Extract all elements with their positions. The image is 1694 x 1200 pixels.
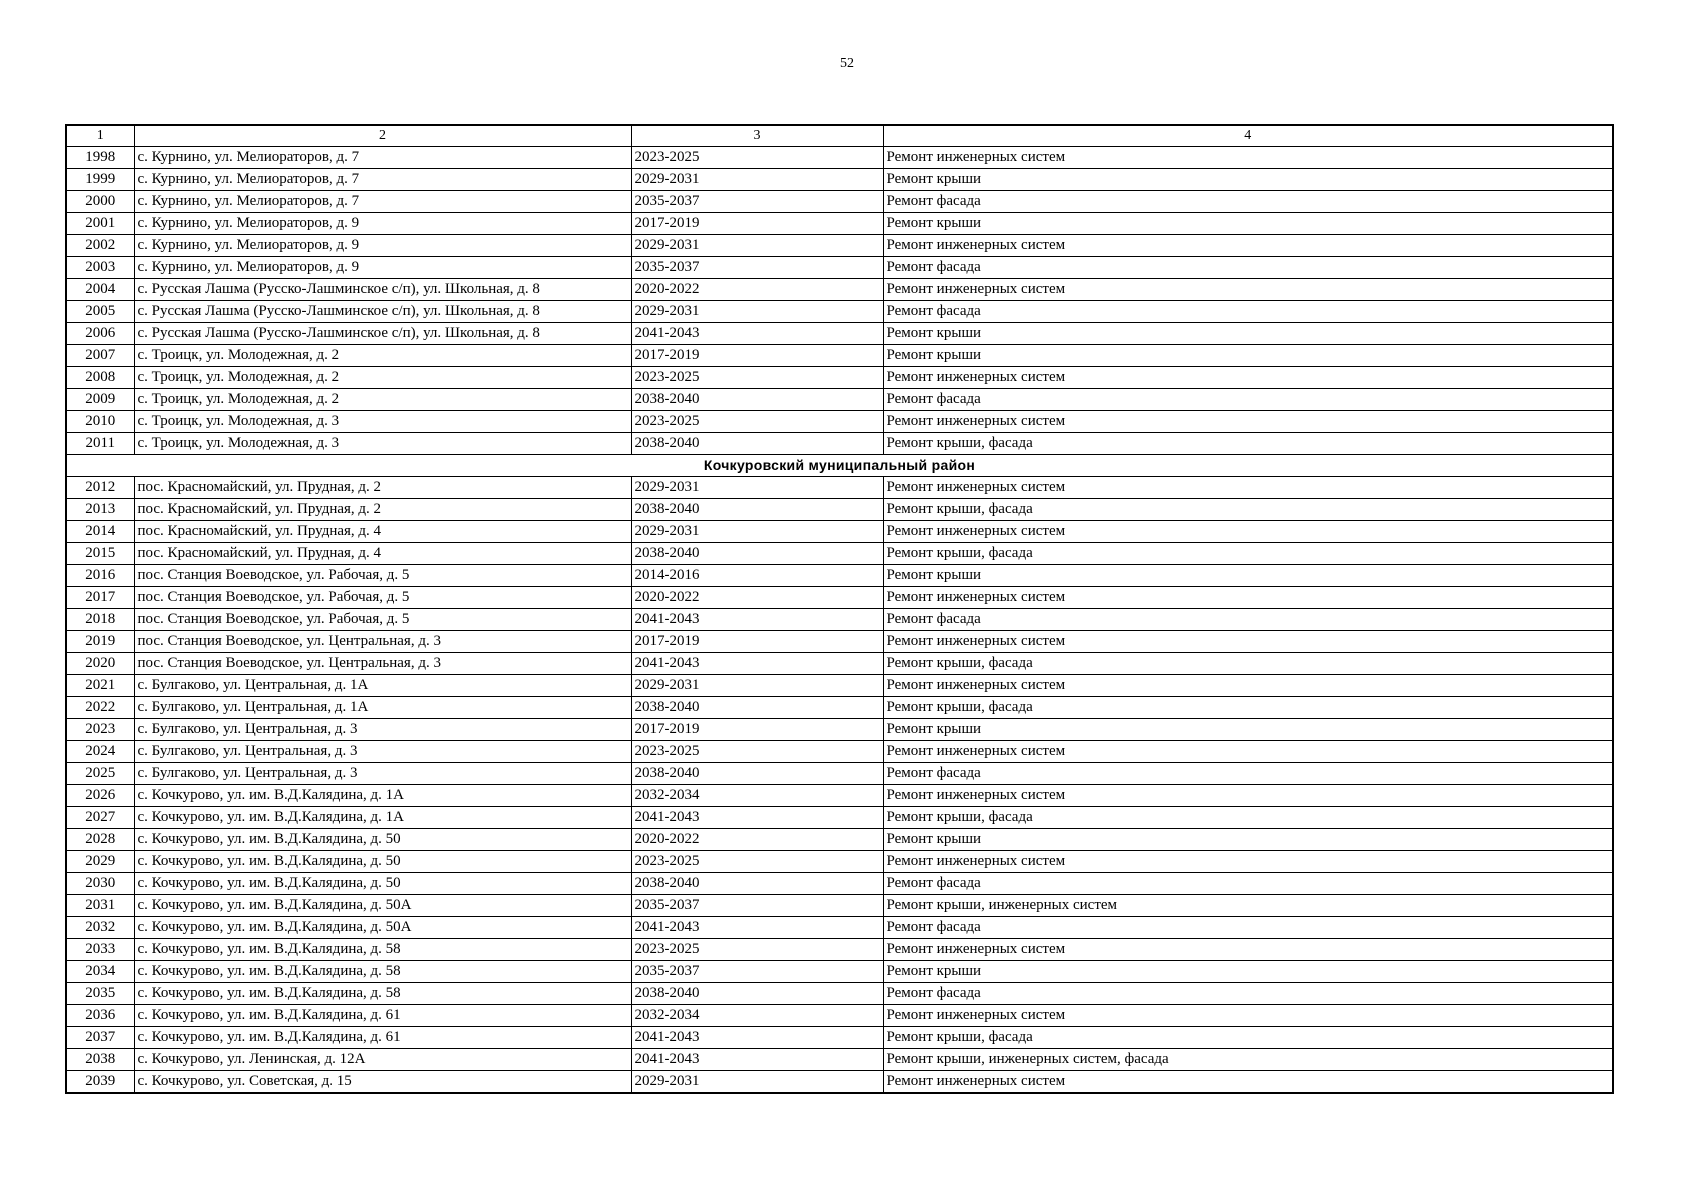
row-address: с. Булгаково, ул. Центральная, д. 3 bbox=[134, 763, 631, 785]
row-period: 2032-2034 bbox=[631, 785, 883, 807]
row-number: 2039 bbox=[66, 1071, 134, 1094]
table-row bbox=[66, 521, 1613, 543]
row-number: 2023 bbox=[66, 719, 134, 741]
row-work-type: Ремонт крыши bbox=[883, 565, 1613, 587]
row-work-type: Ремонт инженерных систем bbox=[883, 477, 1613, 499]
table-row bbox=[66, 587, 1613, 609]
row-period: 2035-2037 bbox=[631, 257, 883, 279]
row-address: с. Курнино, ул. Мелиораторов, д. 7 bbox=[134, 147, 631, 169]
table-row bbox=[66, 235, 1613, 257]
table-row bbox=[66, 1049, 1613, 1071]
table-row bbox=[66, 851, 1613, 873]
row-address: с. Курнино, ул. Мелиораторов, д. 9 bbox=[134, 213, 631, 235]
row-number: 2005 bbox=[66, 301, 134, 323]
row-number: 2031 bbox=[66, 895, 134, 917]
row-address: с. Кочкурово, ул. им. В.Д.Калядина, д. 50 bbox=[134, 873, 631, 895]
row-period: 2038-2040 bbox=[631, 499, 883, 521]
row-number: 2028 bbox=[66, 829, 134, 851]
row-period: 2029-2031 bbox=[631, 675, 883, 697]
row-number: 2025 bbox=[66, 763, 134, 785]
row-address: с. Булгаково, ул. Центральная, д. 1А bbox=[134, 675, 631, 697]
table-row bbox=[66, 345, 1613, 367]
table-row bbox=[66, 147, 1613, 169]
table-header-row bbox=[66, 125, 1613, 147]
table-row bbox=[66, 565, 1613, 587]
table-row bbox=[66, 433, 1613, 455]
row-period: 2038-2040 bbox=[631, 763, 883, 785]
row-address: с. Троицк, ул. Молодежная, д. 3 bbox=[134, 433, 631, 455]
row-work-type: Ремонт фасада bbox=[883, 763, 1613, 785]
header-col-2: 2 bbox=[134, 125, 631, 147]
row-period: 2017-2019 bbox=[631, 719, 883, 741]
row-work-type: Ремонт инженерных систем bbox=[883, 235, 1613, 257]
row-address: с. Русская Лашма (Русско-Лашминское с/п), ул. Школьная, д. 8 bbox=[134, 323, 631, 345]
row-period: 2017-2019 bbox=[631, 213, 883, 235]
row-work-type: Ремонт крыши bbox=[883, 323, 1613, 345]
row-address: с. Курнино, ул. Мелиораторов, д. 9 bbox=[134, 235, 631, 257]
row-period: 2041-2043 bbox=[631, 1049, 883, 1071]
row-number: 2024 bbox=[66, 741, 134, 763]
row-work-type: Ремонт крыши bbox=[883, 345, 1613, 367]
table-row bbox=[66, 191, 1613, 213]
row-number: 2008 bbox=[66, 367, 134, 389]
row-period: 2020-2022 bbox=[631, 587, 883, 609]
row-period: 2038-2040 bbox=[631, 543, 883, 565]
header-col-3: 3 bbox=[631, 125, 883, 147]
row-work-type: Ремонт крыши, фасада bbox=[883, 543, 1613, 565]
row-period: 2017-2019 bbox=[631, 631, 883, 653]
row-address: пос. Красномайский, ул. Прудная, д. 4 bbox=[134, 543, 631, 565]
row-number: 2021 bbox=[66, 675, 134, 697]
row-period: 2038-2040 bbox=[631, 873, 883, 895]
table-row bbox=[66, 411, 1613, 433]
row-period: 2041-2043 bbox=[631, 323, 883, 345]
row-number: 2010 bbox=[66, 411, 134, 433]
row-work-type: Ремонт инженерных систем bbox=[883, 939, 1613, 961]
row-address: с. Русская Лашма (Русско-Лашминское с/п), ул. Школьная, д. 8 bbox=[134, 301, 631, 323]
table-row bbox=[66, 763, 1613, 785]
row-period: 2029-2031 bbox=[631, 169, 883, 191]
row-work-type: Ремонт крыши, фасада bbox=[883, 1027, 1613, 1049]
row-work-type: Ремонт инженерных систем bbox=[883, 279, 1613, 301]
row-period: 2038-2040 bbox=[631, 433, 883, 455]
table-row bbox=[66, 829, 1613, 851]
row-period: 2023-2025 bbox=[631, 367, 883, 389]
row-address: с. Курнино, ул. Мелиораторов, д. 7 bbox=[134, 169, 631, 191]
row-work-type: Ремонт крыши, фасада bbox=[883, 653, 1613, 675]
row-address: пос. Красномайский, ул. Прудная, д. 4 bbox=[134, 521, 631, 543]
row-work-type: Ремонт крыши bbox=[883, 829, 1613, 851]
row-work-type: Ремонт фасада bbox=[883, 301, 1613, 323]
row-address: с. Курнино, ул. Мелиораторов, д. 7 bbox=[134, 191, 631, 213]
row-number: 2038 bbox=[66, 1049, 134, 1071]
row-number: 2035 bbox=[66, 983, 134, 1005]
row-address: с. Кочкурово, ул. им. В.Д.Калядина, д. 50А bbox=[134, 895, 631, 917]
row-period: 2041-2043 bbox=[631, 917, 883, 939]
row-period: 2017-2019 bbox=[631, 345, 883, 367]
table-row bbox=[66, 609, 1613, 631]
row-address: с. Троицк, ул. Молодежная, д. 2 bbox=[134, 345, 631, 367]
row-address: с. Кочкурово, ул. им. В.Д.Калядина, д. 58 bbox=[134, 939, 631, 961]
row-number: 2015 bbox=[66, 543, 134, 565]
row-period: 2032-2034 bbox=[631, 1005, 883, 1027]
row-work-type: Ремонт фасада bbox=[883, 257, 1613, 279]
row-work-type: Ремонт инженерных систем bbox=[883, 521, 1613, 543]
row-period: 2023-2025 bbox=[631, 851, 883, 873]
row-address: пос. Станция Воеводское, ул. Центральная, д. 3 bbox=[134, 653, 631, 675]
row-number: 2019 bbox=[66, 631, 134, 653]
row-work-type: Ремонт инженерных систем bbox=[883, 631, 1613, 653]
row-address: пос. Станция Воеводское, ул. Рабочая, д. 5 bbox=[134, 565, 631, 587]
table-row bbox=[66, 367, 1613, 389]
row-work-type: Ремонт крыши, фасада bbox=[883, 499, 1613, 521]
row-work-type: Ремонт крыши, фасада bbox=[883, 807, 1613, 829]
repair-schedule-table bbox=[65, 124, 1614, 1094]
row-period: 2041-2043 bbox=[631, 807, 883, 829]
row-address: с. Кочкурово, ул. им. В.Д.Калядина, д. 58 bbox=[134, 983, 631, 1005]
row-number: 2022 bbox=[66, 697, 134, 719]
row-address: с. Кочкурово, ул. им. В.Д.Калядина, д. 58 bbox=[134, 961, 631, 983]
table-row bbox=[66, 697, 1613, 719]
row-address: с. Кочкурово, ул. им. В.Д.Калядина, д. 50 bbox=[134, 829, 631, 851]
row-work-type: Ремонт инженерных систем bbox=[883, 741, 1613, 763]
row-number: 2029 bbox=[66, 851, 134, 873]
header-col-4: 4 bbox=[883, 125, 1613, 147]
row-number: 2007 bbox=[66, 345, 134, 367]
row-number: 2001 bbox=[66, 213, 134, 235]
row-work-type: Ремонт крыши bbox=[883, 213, 1613, 235]
row-number: 1998 bbox=[66, 147, 134, 169]
table-row bbox=[66, 741, 1613, 763]
row-work-type: Ремонт инженерных систем bbox=[883, 1005, 1613, 1027]
row-number: 2033 bbox=[66, 939, 134, 961]
row-number: 2027 bbox=[66, 807, 134, 829]
row-period: 2038-2040 bbox=[631, 697, 883, 719]
row-address: с. Троицк, ул. Молодежная, д. 3 bbox=[134, 411, 631, 433]
row-work-type: Ремонт инженерных систем bbox=[883, 785, 1613, 807]
row-period: 2041-2043 bbox=[631, 1027, 883, 1049]
row-address: с. Кочкурово, ул. Ленинская, д. 12А bbox=[134, 1049, 631, 1071]
row-number: 2034 bbox=[66, 961, 134, 983]
table-body bbox=[66, 125, 1613, 1093]
row-work-type: Ремонт инженерных систем bbox=[883, 675, 1613, 697]
row-address: с. Кочкурово, ул. Советская, д. 15 bbox=[134, 1071, 631, 1094]
row-work-type: Ремонт фасада bbox=[883, 917, 1613, 939]
table-row bbox=[66, 785, 1613, 807]
row-number: 2006 bbox=[66, 323, 134, 345]
table-row bbox=[66, 257, 1613, 279]
row-address: с. Булгаково, ул. Центральная, д. 3 bbox=[134, 741, 631, 763]
table-row bbox=[66, 807, 1613, 829]
row-address: с. Троицк, ул. Молодежная, д. 2 bbox=[134, 389, 631, 411]
row-period: 2020-2022 bbox=[631, 829, 883, 851]
row-number: 2037 bbox=[66, 1027, 134, 1049]
row-work-type: Ремонт инженерных систем bbox=[883, 147, 1613, 169]
row-work-type: Ремонт фасада bbox=[883, 389, 1613, 411]
row-period: 2035-2037 bbox=[631, 895, 883, 917]
table-row bbox=[66, 631, 1613, 653]
row-period: 2023-2025 bbox=[631, 741, 883, 763]
row-period: 2035-2037 bbox=[631, 191, 883, 213]
row-number: 2016 bbox=[66, 565, 134, 587]
row-period: 2014-2016 bbox=[631, 565, 883, 587]
row-number: 2011 bbox=[66, 433, 134, 455]
table-row bbox=[66, 653, 1613, 675]
table-row bbox=[66, 961, 1613, 983]
row-number: 2020 bbox=[66, 653, 134, 675]
row-number: 2012 bbox=[66, 477, 134, 499]
row-work-type: Ремонт фасада bbox=[883, 609, 1613, 631]
section-title: Кочкуровский муниципальный район bbox=[66, 455, 1613, 477]
table-row bbox=[66, 323, 1613, 345]
table-row bbox=[66, 477, 1613, 499]
table-row bbox=[66, 301, 1613, 323]
row-work-type: Ремонт крыши, инженерных систем bbox=[883, 895, 1613, 917]
row-address: пос. Красномайский, ул. Прудная, д. 2 bbox=[134, 477, 631, 499]
row-number: 2004 bbox=[66, 279, 134, 301]
row-number: 2036 bbox=[66, 1005, 134, 1027]
row-work-type: Ремонт крыши, фасада bbox=[883, 697, 1613, 719]
table-row bbox=[66, 917, 1613, 939]
row-number: 2014 bbox=[66, 521, 134, 543]
table-row bbox=[66, 983, 1613, 1005]
table-row bbox=[66, 1005, 1613, 1027]
table-row bbox=[66, 939, 1613, 961]
row-number: 2026 bbox=[66, 785, 134, 807]
row-number: 2009 bbox=[66, 389, 134, 411]
row-number: 1999 bbox=[66, 169, 134, 191]
row-work-type: Ремонт крыши, инженерных систем, фасада bbox=[883, 1049, 1613, 1071]
table-row bbox=[66, 279, 1613, 301]
row-period: 2020-2022 bbox=[631, 279, 883, 301]
table-row bbox=[66, 895, 1613, 917]
row-work-type: Ремонт крыши, фасада bbox=[883, 433, 1613, 455]
row-work-type: Ремонт фасада bbox=[883, 191, 1613, 213]
row-address: с. Троицк, ул. Молодежная, д. 2 bbox=[134, 367, 631, 389]
row-work-type: Ремонт фасада bbox=[883, 983, 1613, 1005]
table-row bbox=[66, 389, 1613, 411]
row-address: пос. Станция Воеводское, ул. Центральная, д. 3 bbox=[134, 631, 631, 653]
row-period: 2029-2031 bbox=[631, 235, 883, 257]
table-row bbox=[66, 675, 1613, 697]
row-number: 2032 bbox=[66, 917, 134, 939]
row-address: с. Кочкурово, ул. им. В.Д.Калядина, д. 61 bbox=[134, 1027, 631, 1049]
row-work-type: Ремонт крыши bbox=[883, 719, 1613, 741]
row-work-type: Ремонт инженерных систем bbox=[883, 851, 1613, 873]
row-period: 2041-2043 bbox=[631, 653, 883, 675]
row-period: 2023-2025 bbox=[631, 411, 883, 433]
row-period: 2029-2031 bbox=[631, 1071, 883, 1094]
row-number: 2000 bbox=[66, 191, 134, 213]
row-work-type: Ремонт инженерных систем bbox=[883, 1071, 1613, 1094]
row-address: пос. Красномайский, ул. Прудная, д. 2 bbox=[134, 499, 631, 521]
row-number: 2003 bbox=[66, 257, 134, 279]
row-number: 2002 bbox=[66, 235, 134, 257]
row-period: 2029-2031 bbox=[631, 477, 883, 499]
row-period: 2029-2031 bbox=[631, 521, 883, 543]
row-number: 2013 bbox=[66, 499, 134, 521]
row-work-type: Ремонт крыши bbox=[883, 169, 1613, 191]
row-address: с. Кочкурово, ул. им. В.Д.Калядина, д. 1А bbox=[134, 807, 631, 829]
row-address: с. Кочкурово, ул. им. В.Д.Калядина, д. 50 bbox=[134, 851, 631, 873]
table-row bbox=[66, 213, 1613, 235]
row-address: с. Булгаково, ул. Центральная, д. 3 bbox=[134, 719, 631, 741]
row-address: с. Курнино, ул. Мелиораторов, д. 9 bbox=[134, 257, 631, 279]
row-number: 2018 bbox=[66, 609, 134, 631]
row-address: с. Булгаково, ул. Центральная, д. 1А bbox=[134, 697, 631, 719]
section-row bbox=[66, 455, 1613, 477]
row-address: с. Кочкурово, ул. им. В.Д.Калядина, д. 50А bbox=[134, 917, 631, 939]
table-row bbox=[66, 169, 1613, 191]
row-period: 2038-2040 bbox=[631, 983, 883, 1005]
row-address: с. Кочкурово, ул. им. В.Д.Калядина, д. 1А bbox=[134, 785, 631, 807]
row-work-type: Ремонт инженерных систем bbox=[883, 367, 1613, 389]
page-number: 52 bbox=[840, 56, 854, 71]
row-number: 2017 bbox=[66, 587, 134, 609]
table-row bbox=[66, 543, 1613, 565]
row-period: 2035-2037 bbox=[631, 961, 883, 983]
row-period: 2029-2031 bbox=[631, 301, 883, 323]
row-number: 2030 bbox=[66, 873, 134, 895]
table-row bbox=[66, 719, 1613, 741]
row-work-type: Ремонт крыши bbox=[883, 961, 1613, 983]
row-work-type: Ремонт инженерных систем bbox=[883, 587, 1613, 609]
table-row bbox=[66, 1027, 1613, 1049]
row-period: 2041-2043 bbox=[631, 609, 883, 631]
row-address: с. Кочкурово, ул. им. В.Д.Калядина, д. 61 bbox=[134, 1005, 631, 1027]
row-period: 2023-2025 bbox=[631, 939, 883, 961]
table-row bbox=[66, 1071, 1613, 1094]
row-period: 2023-2025 bbox=[631, 147, 883, 169]
row-address: пос. Станция Воеводское, ул. Рабочая, д. 5 bbox=[134, 609, 631, 631]
row-address: пос. Станция Воеводское, ул. Рабочая, д. 5 bbox=[134, 587, 631, 609]
row-work-type: Ремонт инженерных систем bbox=[883, 411, 1613, 433]
header-col-1: 1 bbox=[66, 125, 134, 147]
row-period: 2038-2040 bbox=[631, 389, 883, 411]
row-work-type: Ремонт фасада bbox=[883, 873, 1613, 895]
table-row bbox=[66, 499, 1613, 521]
row-address: с. Русская Лашма (Русско-Лашминское с/п), ул. Школьная, д. 8 bbox=[134, 279, 631, 301]
table-row bbox=[66, 873, 1613, 895]
